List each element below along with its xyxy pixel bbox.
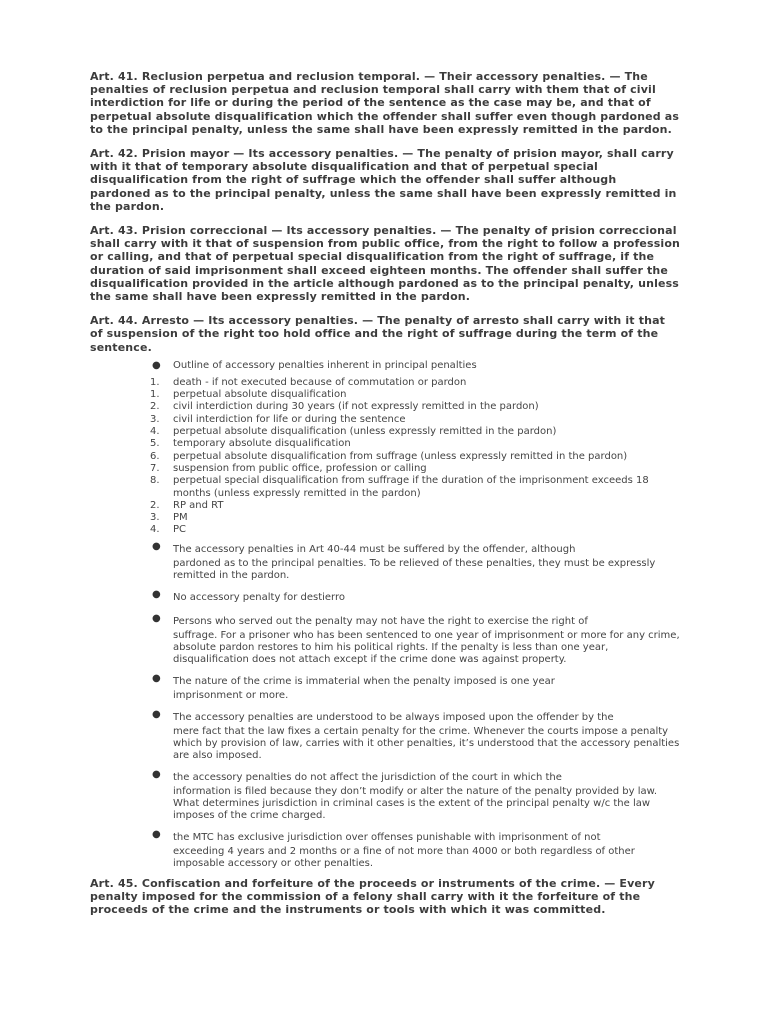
bullet-first-line: The accessory penalties are understood to be always imposed upon the offender by the [173,711,614,723]
outline-heading: Outline of accessory penalties inherent in principal penalties [173,359,477,371]
item-text: PM [173,512,188,524]
bullet-item [150,769,680,822]
item-number: 5. [150,438,160,450]
bullet-icon: ● [152,588,161,600]
item-text: RP and RT [173,499,224,511]
bullet-item [150,673,680,702]
numbered-item [150,426,680,438]
numbered-item [150,500,680,512]
item-text: perpetual special disqualification from suffrage if the duration of the imprisonment exceeds 18 months (unless expressly remitted in the pardon) [173,475,649,499]
bullet-icon: ● [152,708,161,720]
item-text: civil interdiction during 30 years (if not expressly remitted in the pardon) [173,401,539,413]
item-text: PC [173,524,187,536]
numbered-item [150,438,680,450]
item-number: 2. [150,499,160,511]
numbered-item [150,451,680,463]
item-number: 7. [150,462,160,474]
bullet-item [150,613,680,666]
item-number: 1. [150,376,160,388]
bullet-first-line: Persons who served out the penalty may not have the right to exercise the right of [173,615,588,627]
numbered-item [150,524,680,536]
document-page [90,70,680,927]
bullet-first-line: The nature of the crime is immaterial when the penalty imposed is one year [173,675,555,687]
bullet-icon: ● [152,768,161,780]
bullet-first-line: the MTC has exclusive jurisdiction over offenses punishable with imprisonment of not [173,831,601,843]
outline-heading-item [150,359,680,372]
item-number: 2. [150,401,160,413]
bullet-continuation: mere fact that the law fixes a certain penalty for the crime. Whenever the courts impose a penalty which by provision of law, carries with it other penalties, it’s understood that the accessory penalties are also imposed. [173,725,680,761]
item-text: civil interdiction for life or during the sentence [173,413,406,425]
numbered-penalty-list [150,377,680,537]
item-number: 6. [150,450,160,462]
item-number: 3. [150,512,160,524]
bullet-continuation: information is filed because they don’t modify or alter the nature of the penalty provided by law. What determines jurisdiction in criminal cases is the extent of the principal penalty w/c the law imposes of the crime charged. [173,785,658,821]
item-number: 8. [150,475,160,487]
bullet-first-line: The accessory penalties in Art 40-44 must be suffered by the offender, although [173,543,576,555]
item-text: death - if not executed because of commutation or pardon [173,376,467,388]
bullet-first-line: No accessory penalty for destierro [173,591,345,603]
article-44: Art. 44. Arresto — Its accessory penalties. — The penalty of arresto shall carry with it that of suspension of the right too hold office and the right of suffrage during the term of the sentence. [90,314,666,354]
article-41: Art. 41. Reclusion perpetua and reclusion temporal. — Their accessory penalties. — The penalties of reclusion perpetua and reclusion temporal shall carry with them that of civil interdiction for life or during the period of the sentence as the case may be, and that of perpetual absolute disqualification which the offender shall suffer even though pardoned as to the principal penalty, unless the same shall have been expressly remitted in the pardon. [90,70,680,136]
bullet-item [150,709,680,762]
bullet-icon: ● [152,672,161,684]
numbered-item [150,414,680,426]
item-text: perpetual absolute disqualification [173,389,347,401]
bullet-icon: ● [152,612,161,624]
numbered-item [150,401,680,413]
item-number: 4. [150,426,160,438]
numbered-item [150,512,680,524]
bullet-item [150,541,680,582]
numbered-item [150,389,680,401]
item-number: 1. [150,389,160,401]
article-43: Art. 43. Prision correccional — Its accessory penalties. — The penalty of prision correccional shall carry with it that of suspension from public office, from the right to follow a profession or calling, and that of perpetual special disqualification from the right of suffrage, if the duration of said imprisonment shall exceed eighteen months. The offender shall suffer the disqualification provided in the article although pardoned as to the principal penalty, unless the same shall have been expressly remitted in the pardon. [90,224,681,304]
article-42: Art. 42. Prision mayor — Its accessory penalties. — The penalty of prision mayor, shall carry with it that of temporary absolute disqualification and that of perpetual special disqualification from the right of suffrage which the offender shall suffer although pardoned as to the principal penalty, unless the same shall have been expressly remitted in the pardon. [90,147,677,213]
outline-heading-list [150,359,680,372]
item-text: temporary absolute disqualification [173,438,351,450]
bullet-first-line: the accessory penalties do not affect the jurisdiction of the court in which the [173,771,562,783]
bullet-continuation: pardoned as to the principal penalties. To be relieved of these penalties, they must be expressly remitted in the pardon. [173,557,656,581]
item-text: suspension from public office, profession or calling [173,462,427,474]
item-number: 3. [150,413,160,425]
numbered-item [150,475,680,500]
bullet-icon: ● [152,828,161,840]
bullet-continuation: suffrage. For a prisoner who has been sentenced to one year of imprisonment or more for any crime, absolute pardon restores to him his political rights. If the penalty is less than one year, disqualification does not attach except if the crime done was against property. [173,629,680,665]
bullet-continuation: imprisonment or more. [173,689,289,701]
bullet-icon: ● [152,540,161,552]
bullet-icon: ● [152,359,161,371]
item-number: 4. [150,524,160,536]
bullet-item [150,589,680,606]
article-45: Art. 45. Confiscation and forfeiture of the proceeds or instruments of the crime. — Every penalty imposed for the commission of a felony shall carry with it the forfeiture of the proceeds of the crime and the instruments or tools with which it was committed. [90,876,655,917]
item-text: perpetual absolute disqualification (unless expressly remitted in the pardon) [173,426,557,438]
bullet-continuation: exceeding 4 years and 2 months or a fine of not more than 4000 or both regardless of other imposable accessory or other penalties. [173,845,635,869]
bullet-item [150,829,680,870]
bullet-notes-list [150,541,680,870]
numbered-item [150,463,680,475]
numbered-item [150,377,680,389]
item-text: perpetual absolute disqualification from suffrage (unless expressly remitted in the pardon) [173,450,628,462]
